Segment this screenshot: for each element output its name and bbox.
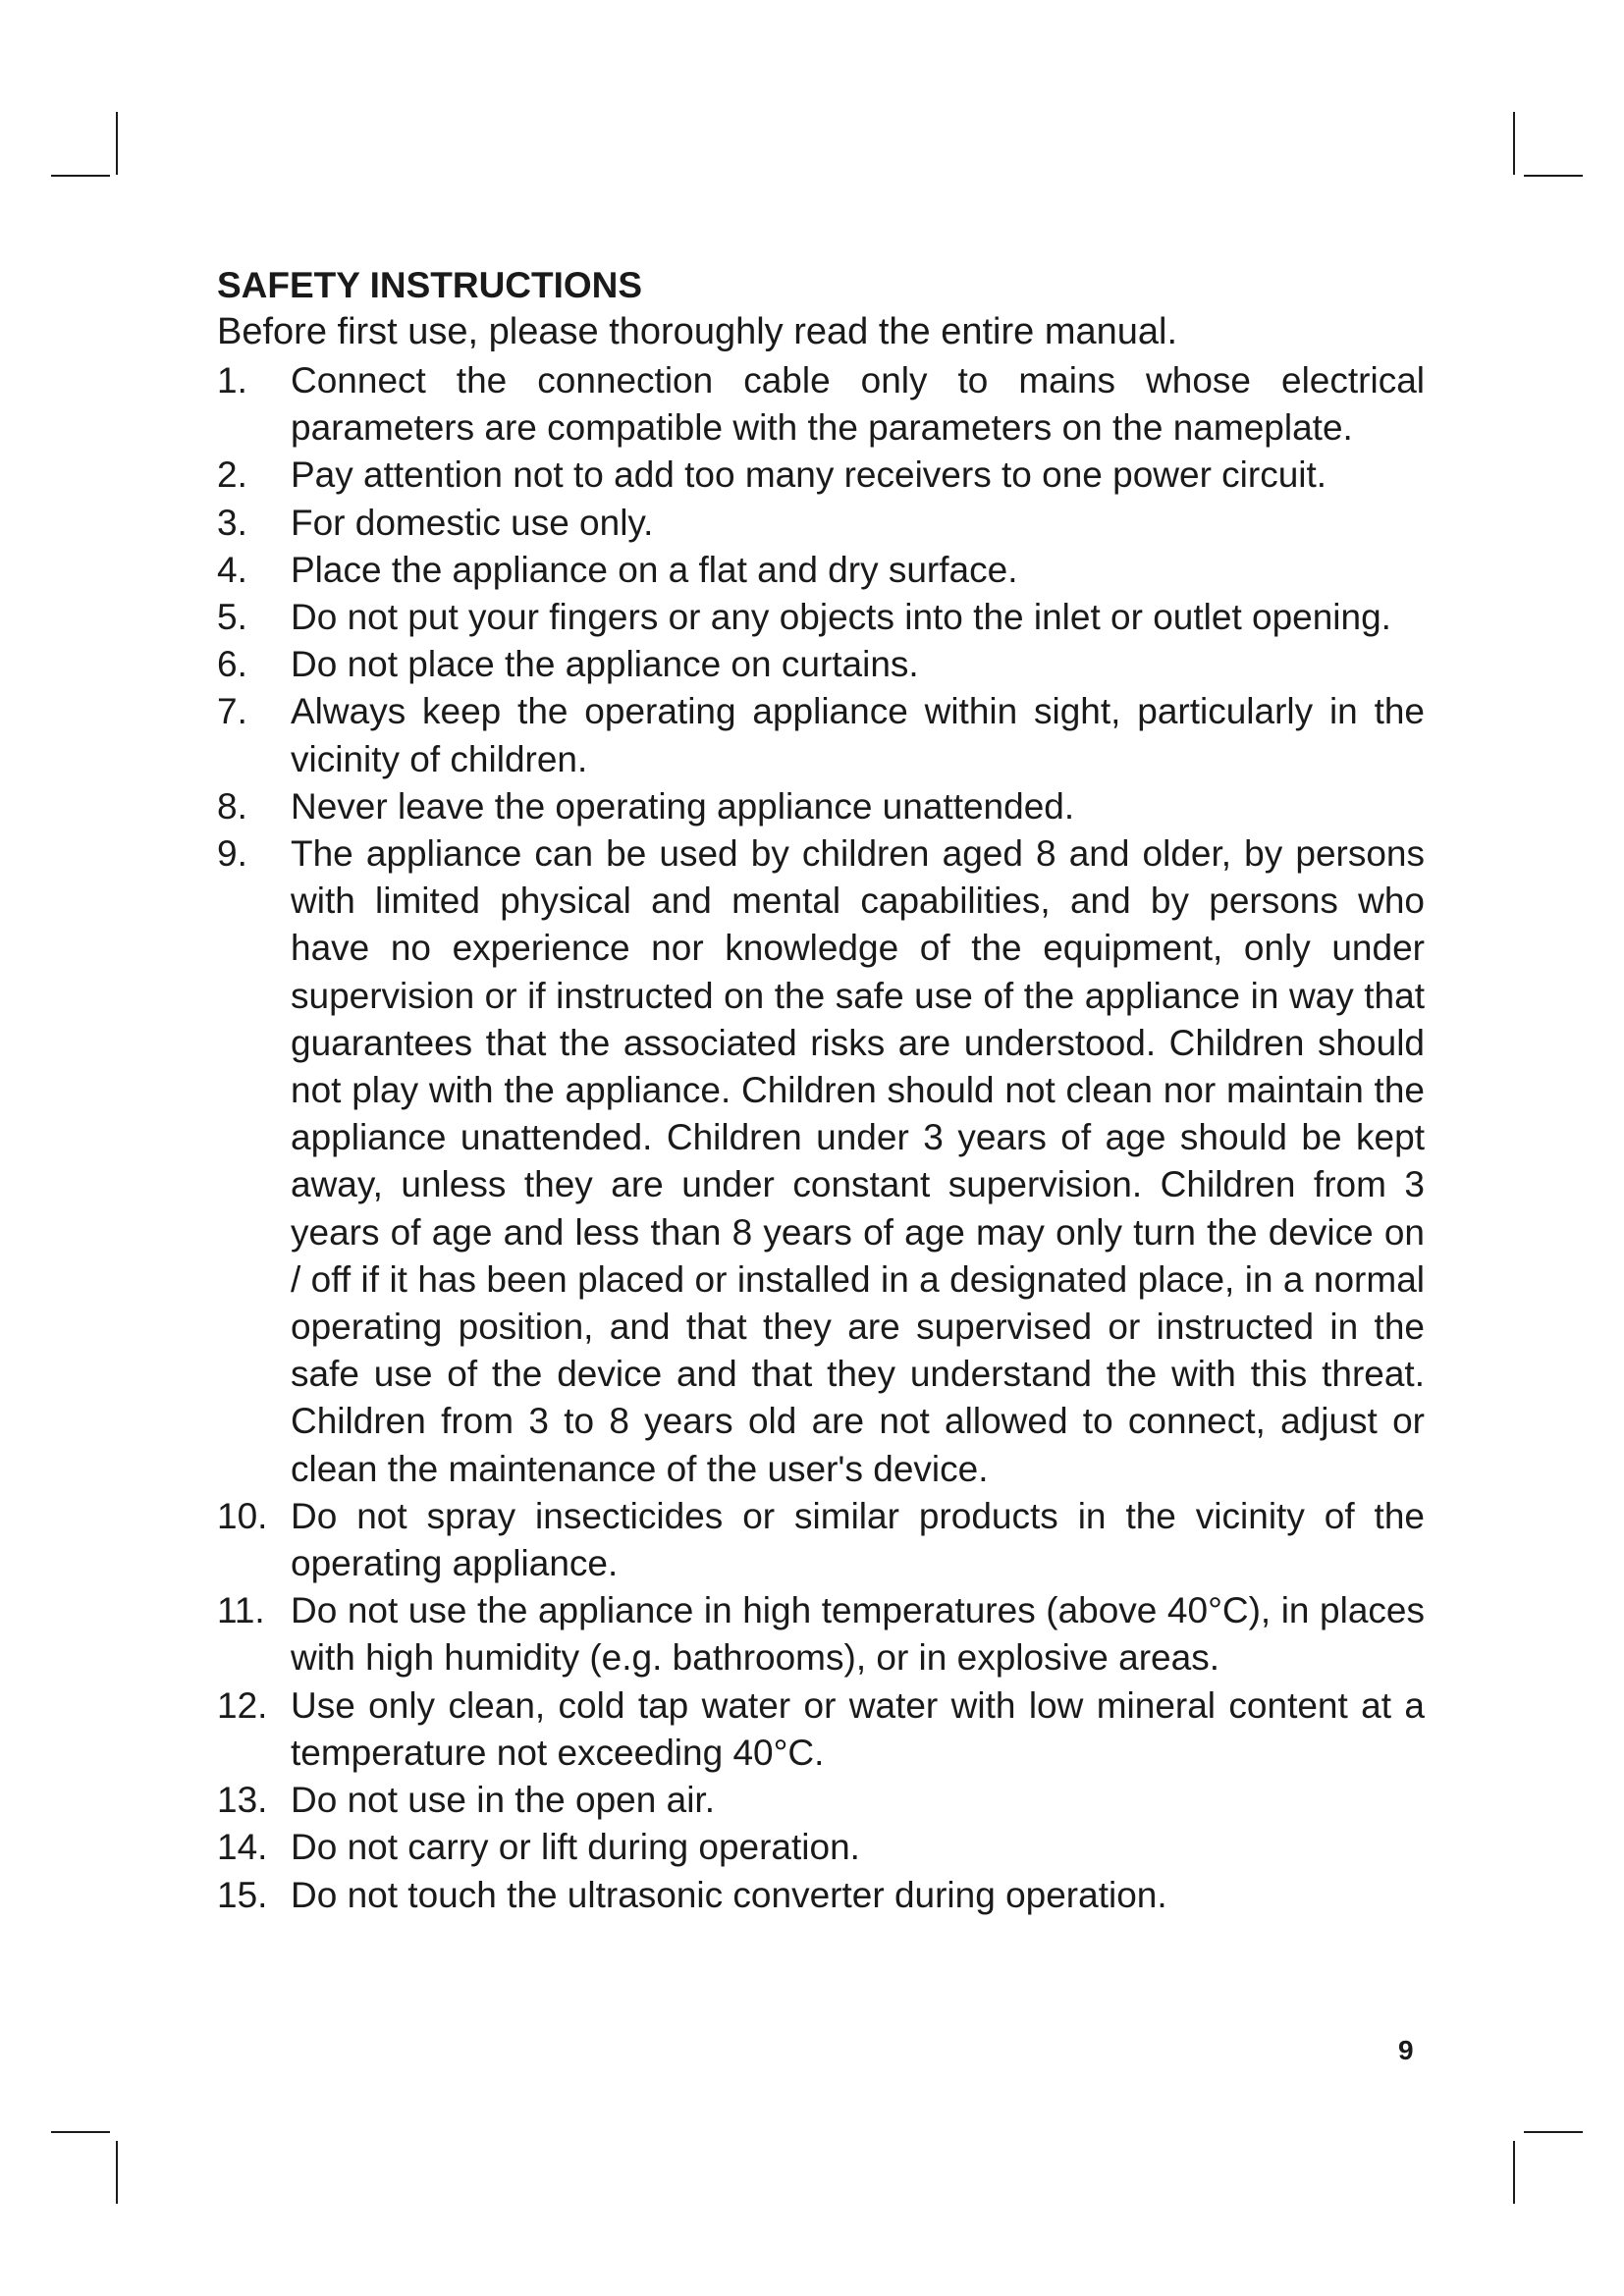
crop-mark-top-left-h (51, 175, 110, 177)
instruction-item (217, 500, 1425, 547)
instruction-text: Always keep the operating appliance within sight, particularly in the vicinity of children. (291, 691, 1425, 779)
instruction-text: For domestic use only. (291, 502, 654, 543)
instruction-text: Do not use in the open air. (291, 1780, 715, 1821)
crop-mark-top-right-v (1513, 112, 1515, 175)
instruction-number: 3. (217, 502, 247, 543)
instruction-number: 5. (217, 597, 247, 638)
instruction-item (217, 1872, 1425, 1919)
instruction-text: Do not use the appliance in high temperatures (above 40°C), in places with high humidity (e.g. bathrooms), or in explosive areas. (291, 1590, 1425, 1679)
instruction-number: 8. (217, 785, 247, 827)
instruction-number: 14. (217, 1827, 268, 1868)
crop-mark-top-left-v (116, 112, 118, 175)
instruction-number: 1. (217, 360, 247, 400)
instruction-item (217, 547, 1425, 594)
instruction-text: Never leave the operating appliance unattended. (291, 785, 1075, 827)
crop-mark-bottom-left-v (116, 2141, 118, 2204)
crop-mark-bottom-left-h (51, 2131, 110, 2133)
instruction-text: The appliance can be used by children aged 8 and older, by persons with limited physical and mental capabilities, and by persons who have no experience nor knowledge of the equipment, only under supervision or if instructed on the safe use of the appliance in way that guarantees that the associated risks are understood. Children should not play with the appliance. Children should not clean nor maintain the appliance unattended. Children under 3 years of age should be kept away, unless they are under constant supervision. Children from 3 years of age and less than 8 years of age may only turn the device on / off if it has been placed or installed in a designated place, in a normal operating position, and that they are supervised or instructed in the safe use of the device and that they understand the with this threat. Children from 3 to 8 years old are not allowed to connect, adjust or clean the maintenance of the user's device. (291, 833, 1425, 1489)
instruction-number: 15. (217, 1874, 268, 1915)
instruction-item (217, 1587, 1425, 1682)
safety-instructions-section (217, 263, 1425, 1919)
instruction-number: 7. (217, 691, 247, 732)
instruction-number: 13. (217, 1780, 268, 1821)
instruction-text: Do not touch the ultrasonic converter during operation. (291, 1874, 1167, 1915)
instruction-text: Use only clean, cold tap water or water with low mineral content at a temperature not exceeding 40°C. (291, 1684, 1425, 1773)
instruction-text: Connect the connection cable only to mains whose electrical parameters are compatible with the parameters on the nameplate. (291, 360, 1425, 449)
instruction-number: 2. (217, 454, 247, 496)
instruction-item (217, 1777, 1425, 1824)
instruction-text: Pay attention not to add too many receivers to one power circuit. (291, 454, 1327, 496)
crop-mark-bottom-right-h (1524, 2131, 1583, 2133)
instruction-item (217, 594, 1425, 641)
instruction-item (217, 1493, 1425, 1587)
section-title: SAFETY INSTRUCTIONS (217, 265, 643, 305)
crop-mark-top-right-h (1524, 175, 1583, 177)
page-number: 9 (1398, 2035, 1414, 2065)
instruction-number: 10. (217, 1495, 268, 1536)
instruction-item (217, 688, 1425, 782)
crop-mark-bottom-right-v (1513, 2141, 1515, 2204)
instruction-number: 11. (217, 1590, 265, 1631)
instruction-text: Do not carry or lift during operation. (291, 1827, 860, 1868)
instruction-list (217, 357, 1425, 1919)
instruction-item (217, 452, 1425, 499)
instruction-text: Do not spray insecticides or similar products in the vicinity of the operating appliance. (291, 1495, 1425, 1584)
instruction-text: Place the appliance on a flat and dry surface. (291, 549, 1018, 590)
instruction-item (217, 783, 1425, 830)
instruction-text: Do not put your fingers or any objects into the inlet or outlet opening. (291, 597, 1391, 638)
instruction-item (217, 357, 1425, 452)
instruction-item (217, 1682, 1425, 1777)
instruction-text: Do not place the appliance on curtains. (291, 644, 919, 685)
instruction-number: 4. (217, 549, 247, 590)
instruction-number: 6. (217, 644, 247, 685)
intro-text: Before first use, please thoroughly read the entire manual. (217, 311, 1178, 352)
instruction-item (217, 641, 1425, 688)
instruction-item (217, 830, 1425, 1493)
instruction-number: 12. (217, 1684, 268, 1726)
instruction-number: 9. (217, 833, 247, 875)
instruction-item (217, 1824, 1425, 1871)
